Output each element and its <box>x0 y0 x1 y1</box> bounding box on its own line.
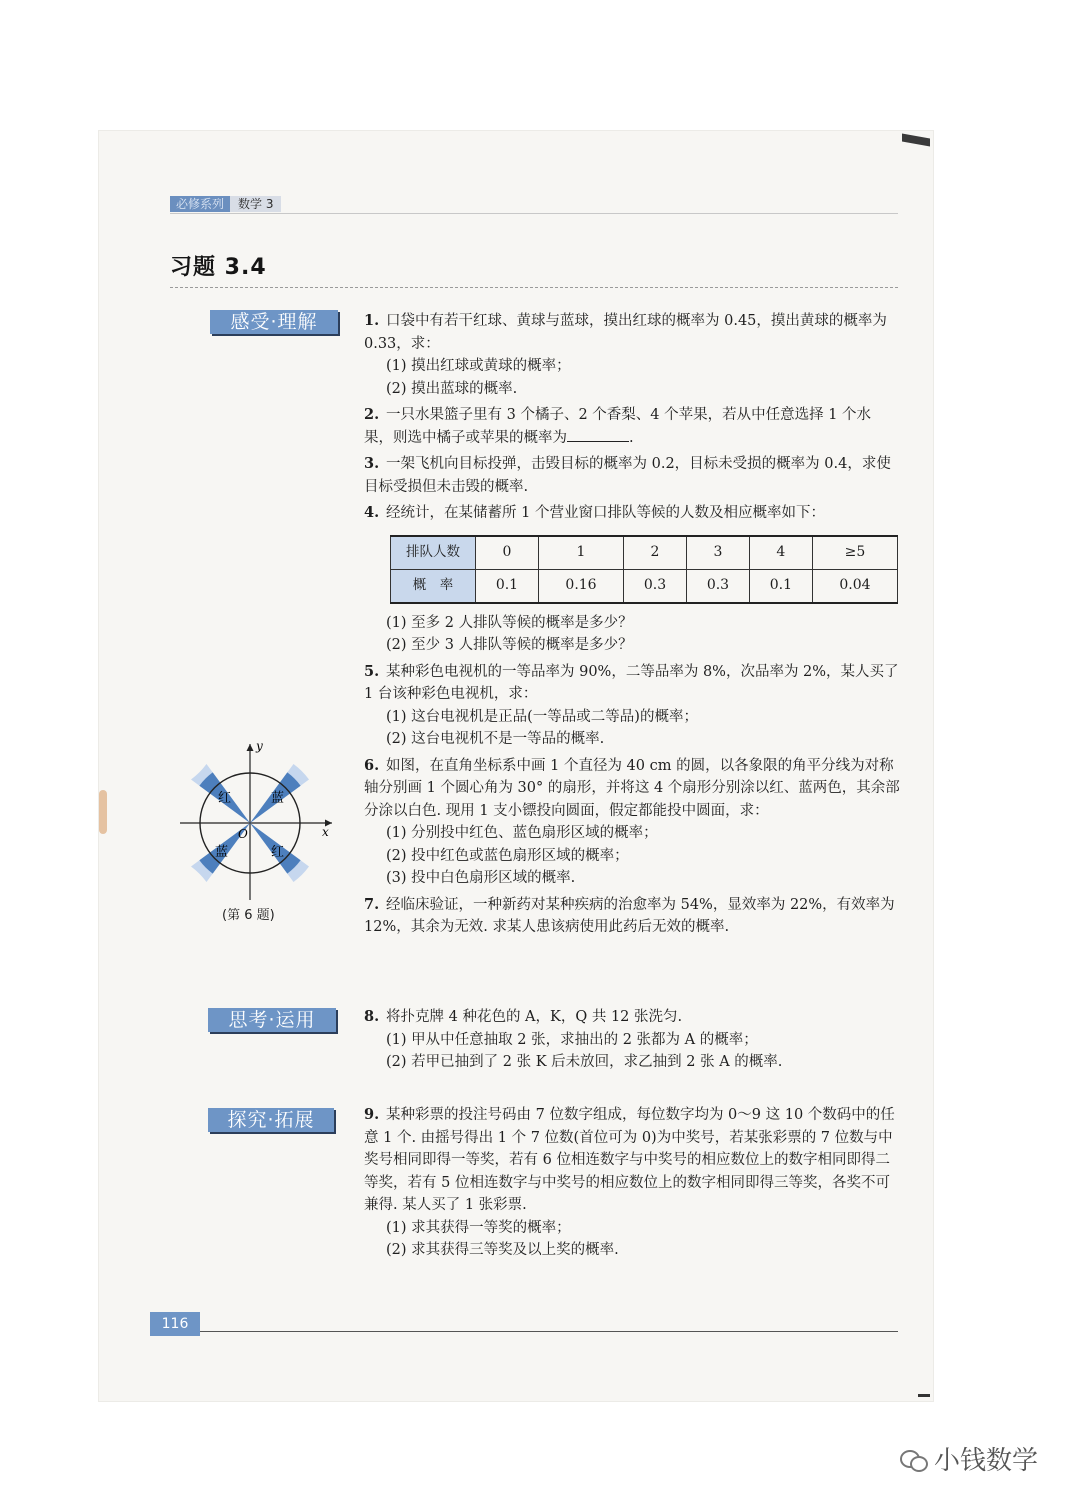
problem-1-part-2: (2) 摸出蓝球的概率. <box>386 380 518 397</box>
table-cell: 3 <box>686 536 749 570</box>
origin-label: O <box>238 827 248 841</box>
table-cell: 0.1 <box>476 569 539 603</box>
problem-5-part-2: (2) 这台电视机不是一等品的概率. <box>386 731 605 747</box>
sector-label-blue: 蓝 <box>271 791 285 806</box>
running-header <box>170 196 281 212</box>
problem-5: 5. 某种彩色电视机的一等品率为 90%，二等品率为 8%，次品率为 2%，某人买了 1 台该种彩色电视机，求： <box>364 662 899 702</box>
table-cell: 0 <box>476 536 539 570</box>
problem-1-part-1: (1) 摸出红球或黄球的概率； <box>386 358 571 374</box>
problem-1-stem: 口袋中有若干红球、黄球与蓝球，摸出红球的概率为 0.45，摸出黄球的概率为 0.33，求： <box>364 313 887 352</box>
table-row-probability <box>391 569 898 603</box>
footer-rule <box>200 1331 898 1332</box>
problem-list-explore <box>364 1104 900 1262</box>
problem-6: 6. 如图，在直角坐标系中画 1 个直径为 40 cm 的圆，以各象限的角平分线为对称轴分别画 1 个圆心角为 30° 的扇形，并将这 4 个扇形分别涂以红、蓝两色，其余部分涂以白色. 现用 1 支小镖投向圆面，假定都能投中圆面，求： <box>364 756 900 819</box>
table-cell: 0.04 <box>812 569 897 603</box>
subject-label: 数学 3 <box>230 196 281 212</box>
problem-4-part-1: (1) 至多 2 人排队等候的概率是多少？ <box>386 614 633 631</box>
problem-8-part-1: (1) 甲从中任意抽取 2 张，求抽出的 2 张都为 A 的概率； <box>386 1031 758 1048</box>
queue-probability-table <box>390 535 898 604</box>
problem-4-part-2: (2) 至少 3 人排队等候的概率是多少？ <box>386 637 633 653</box>
watermark-text: 小钱数学 <box>934 1446 1039 1476</box>
title-rule <box>170 287 898 289</box>
table-cell: ≥5 <box>812 536 897 570</box>
sector-label-red: 红 <box>271 845 285 860</box>
table-cell: 4 <box>749 536 812 570</box>
scan-smudge <box>99 790 107 834</box>
watermark <box>900 1440 1038 1477</box>
sector-label-blue: 蓝 <box>215 845 229 860</box>
problem-8: 8. 将扑克牌 4 种花色的 A，K，Q 共 12 张洗匀. <box>364 1008 683 1025</box>
category-label-apply: 思考·运用 <box>208 1008 336 1032</box>
category-label-explore: 探究·拓展 <box>208 1108 334 1132</box>
problem-8-part-2: (2) 若甲已抽到了 2 张 K 后未放回，求乙抽到 2 张 A 的概率. <box>386 1054 783 1070</box>
x-axis-label: x <box>322 825 329 839</box>
table-row-people <box>391 536 898 570</box>
problem-7-stem: 经临床验证，一种新药对某种疾病的治愈率为 54%，显效率为 22%，有效率为 12%，其余为无效. 求某人患该病使用此药后无效的概率. <box>364 896 895 935</box>
section-title: 习题 3.4 <box>170 255 267 280</box>
problem-list-apply <box>364 1006 900 1074</box>
problem-1: 1. 口袋中有若干红球、黄球与蓝球，摸出红球的概率为 0.45，摸出黄球的概率为 0.33，求： <box>364 312 887 352</box>
problem-4: 4. 经统计，在某储蓄所 1 个营业窗口排队等候的人数及相应概率如下： <box>364 504 825 521</box>
problem-list-understand <box>364 310 900 939</box>
problem-2-stem: 一只水果篮子里有 3 个橘子、2 个香梨、4 个苹果，若从中任意选择 1 个水果，则选中橘子或苹果的概率为 <box>364 407 872 446</box>
problem-5-part-1: (1) 这台电视机是正品(一等品或二等品)的概率； <box>386 708 698 725</box>
y-axis-label: y <box>256 739 263 753</box>
figure-caption: (第 6 题) <box>222 908 275 923</box>
page-number: 116 <box>150 1312 200 1336</box>
dartboard-svg <box>172 738 342 908</box>
category-label-understand: 感受·理解 <box>210 310 338 334</box>
problem-7: 7. 经临床验证，一种新药对某种疾病的治愈率为 54%，显效率为 22%，有效率为 12%，其余为无效. 求某人患该病使用此药后无效的概率. <box>364 895 895 935</box>
problem-6-stem: 如图，在直角坐标系中画 1 个直径为 40 cm 的圆，以各象限的角平分线为对称轴分别画 1 个圆心角为 30° 的扇形，并将这 4 个扇形分别涂以红、蓝两色，其余部分涂以白色. 现用 1 支小镖投向圆面，假定都能投中圆面，求： <box>364 757 900 819</box>
problem-9-part-1: (1) 求其获得一等奖的概率； <box>386 1219 571 1236</box>
header-rule <box>170 213 898 214</box>
scan-corner-mark <box>918 1394 930 1397</box>
problem-5-stem: 某种彩色电视机的一等品率为 90%，二等品率为 8%，次品率为 2%，某人买了 1 台该种彩色电视机，求： <box>364 663 899 702</box>
table-header-probability: 概 率 <box>391 569 476 603</box>
series-label: 必修系列 <box>170 196 230 212</box>
problem-3-stem: 一架飞机向目标投弹，击毁目标的概率为 0.2，目标未受损的概率为 0.4，求使目标受损但未击毁的概率. <box>364 456 891 495</box>
table-cell: 0.3 <box>686 569 749 603</box>
table-cell: 0.3 <box>624 569 687 603</box>
table-header-people: 排队人数 <box>391 536 476 570</box>
problem-6-part-2: (2) 投中红色或蓝色扇形区域的概率； <box>386 847 629 864</box>
table-cell: 0.16 <box>538 569 623 603</box>
problem-9-part-2: (2) 求其获得三等奖及以上奖的概率. <box>386 1242 619 1258</box>
problem-2: 2. 一只水果篮子里有 3 个橘子、2 个香梨、4 个苹果，若从中任意选择 1 个水果，则选中橘子或苹果的概率为 . <box>364 406 872 446</box>
dartboard-figure <box>172 738 342 928</box>
problem-9: 9. 某种彩票的投注号码由 7 位数字组成，每位数字均为 0～9 这 10 个数码中的任意 1 个. 由摇号得出 1 个 7 位数(首位可为 0)为中奖号，若某张彩票的 7 位数与中奖号相同即得一等奖，若有 6 位相连数字与中奖号的相应数位上的数字相同即得二等奖，若有 5 位相连数字与中奖号的相应数位上的数字相同即得三等奖，各奖不可兼得. 某人买了 1 张彩票. <box>364 1106 895 1213</box>
problem-6-part-3: (3) 投中白色扇形区域的概率. <box>386 870 576 886</box>
problem-8-stem: 将扑克牌 4 种花色的 A，K，Q 共 12 张洗匀. <box>386 1009 683 1025</box>
table-cell: 1 <box>538 536 623 570</box>
table-cell: 0.1 <box>749 569 812 603</box>
sector-label-red: 红 <box>218 791 232 806</box>
answer-blank[interactable] <box>567 427 629 442</box>
problem-6-part-1: (1) 分别投中红色、蓝色扇形区域的概率； <box>386 825 658 841</box>
table-cell: 2 <box>624 536 687 570</box>
wechat-icon <box>900 1448 928 1470</box>
problem-4-stem: 经统计，在某储蓄所 1 个营业窗口排队等候的人数及相应概率如下： <box>386 505 825 521</box>
problem-3: 3. 一架飞机向目标投弹，击毁目标的概率为 0.2，目标未受损的概率为 0.4，求使目标受损但未击毁的概率. <box>364 455 891 495</box>
problem-9-stem: 某种彩票的投注号码由 7 位数字组成，每位数字均为 0～9 这 10 个数码中的任意 1 个. 由摇号得出 1 个 7 位数(首位可为 0)为中奖号，若某张彩票的 7 位数与中奖号相同即得一等奖，若有 6 位相连数字与中奖号的相应数位上的数字相同即得二等奖，若有 5 位相连数字与中奖号的相应数位上的数字相同即得三等奖，各奖不可兼得. 某人买了 1 张彩票. <box>364 1107 895 1213</box>
